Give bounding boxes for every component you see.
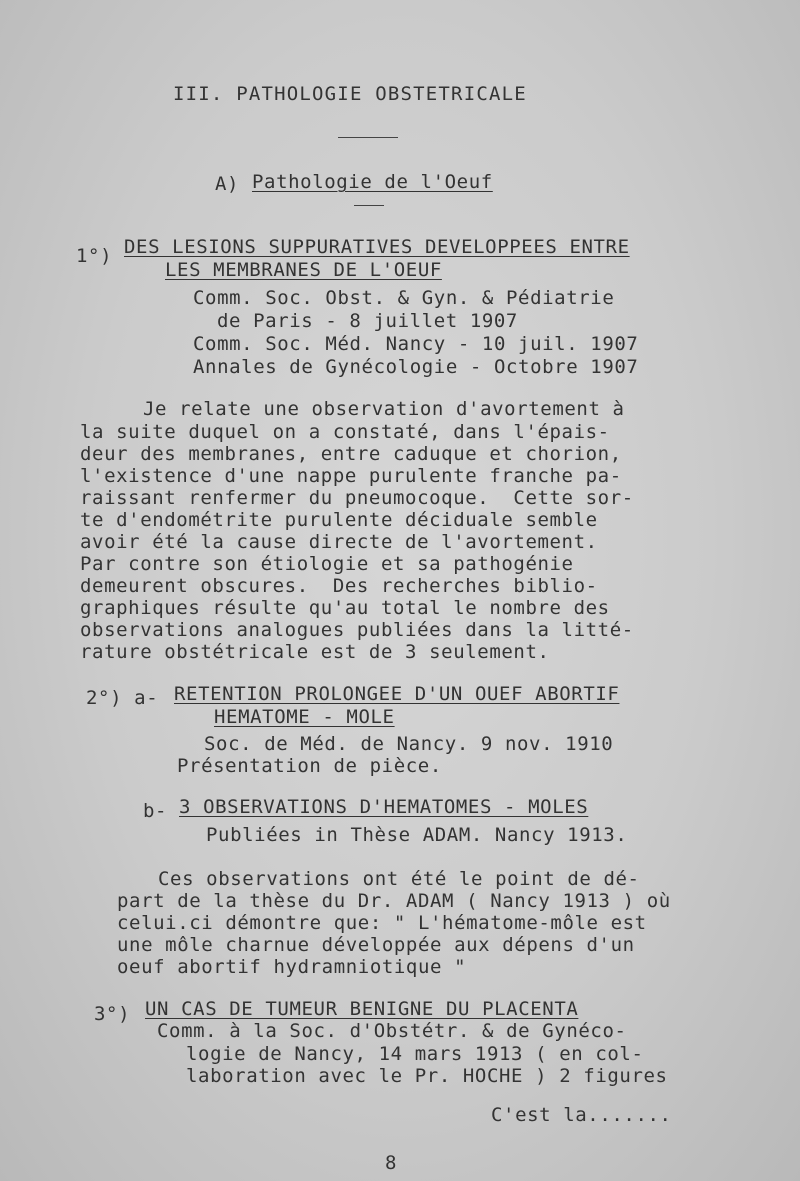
item-2b-reference-1: Publiées in Thèse ADAM. Nancy 1913. xyxy=(206,824,628,846)
continuation-text: C'est la....... xyxy=(491,1104,672,1126)
item-2b-body-line-2: part de la thèse du Dr. ADAM ( Nancy 1913 ) où xyxy=(117,890,671,912)
item-1-reference-4: Annales de Gynécologie - Octobre 1907 xyxy=(193,356,639,378)
item-2a-number: 2°) a- xyxy=(86,687,159,709)
section-title: III. PATHOLOGIE OBSTETRICALE xyxy=(173,83,527,105)
item-1-title-line-2: LES MEMBRANES DE L'OEUF xyxy=(165,259,442,281)
item-1-body-line-6: te d'endométrite purulente déciduale semble xyxy=(80,509,598,531)
item-1-reference-2: de Paris - 8 juillet 1907 xyxy=(217,310,518,332)
item-1-body-line-5: raissant renfermer du pneumocoque. Cette sor- xyxy=(80,487,634,509)
item-3-number: 3°) xyxy=(94,1003,131,1025)
item-2b-body-line-3: celui.ci démontre que: " L'hématome-môle est xyxy=(117,912,647,934)
item-2a-title-line-2: HEMATOME - MOLE xyxy=(214,706,395,728)
item-1-body-line-9: demeurent obscures. Des recherches biblio- xyxy=(80,575,598,597)
item-1-title-line-1: DES LESIONS SUPPURATIVES DEVELOPPEES ENTRE xyxy=(124,236,630,258)
item-1-body-line-10: graphiques résulte qu'au total le nombre des xyxy=(80,597,610,619)
item-2b-number: b- xyxy=(143,800,168,822)
item-1-body-line-2: la suite duquel on a constaté, dans l'épais- xyxy=(80,421,610,443)
item-1-reference-3: Comm. Soc. Méd. Nancy - 10 juil. 1907 xyxy=(193,333,639,355)
subsection-title: Pathologie de l'Oeuf xyxy=(252,171,493,193)
section-separator xyxy=(338,137,398,138)
item-1-body-line-3: deur des membranes, entre caduque et chorion, xyxy=(80,443,622,465)
item-2b-body-line-4: une môle charnue développée aux dépens d'un xyxy=(117,934,635,956)
item-1-body-line-11: observations analogues publiées dans la litté- xyxy=(80,619,634,641)
item-1-body-line-8: Par contre son étiologie et sa pathogénie xyxy=(80,553,574,575)
item-3-title-line-1: UN CAS DE TUMEUR BENIGNE DU PLACENTA xyxy=(145,998,579,1020)
item-1-body-line-12: rature obstétricale est de 3 seulement. xyxy=(80,641,550,663)
item-1-body-line-4: l'existence d'une nappe purulente franche pa- xyxy=(80,465,622,487)
item-1-reference-1: Comm. Soc. Obst. & Gyn. & Pédiatrie xyxy=(193,287,615,309)
item-1-number: 1°) xyxy=(76,245,113,267)
subsection-separator xyxy=(354,205,384,206)
item-3-reference-1: Comm. à la Soc. d'Obstétr. & de Gynéco- xyxy=(157,1020,627,1042)
item-2a-reference-1: Soc. de Méd. de Nancy. 9 nov. 1910 xyxy=(204,733,614,755)
page-number: 8 xyxy=(385,1152,398,1174)
item-3-reference-3: laboration avec le Pr. HOCHE ) 2 figures xyxy=(186,1065,668,1087)
item-1-body-line-1: Je relate une observation d'avortement à xyxy=(143,398,625,420)
item-2b-title-line-1: 3 OBSERVATIONS D'HEMATOMES - MOLES xyxy=(179,796,589,818)
item-1-body-line-7: avoir été la cause directe de l'avortement. xyxy=(80,531,598,553)
item-2b-body-line-1: Ces observations ont été le point de dé- xyxy=(158,868,640,890)
item-3-reference-2: logie de Nancy, 14 mars 1913 ( en col- xyxy=(186,1043,644,1065)
subsection-letter: A) xyxy=(215,173,240,195)
item-2a-title-line-1: RETENTION PROLONGEE D'UN OUEF ABORTIF xyxy=(174,683,620,705)
item-2b-body-line-5: oeuf abortif hydramniotique " xyxy=(117,956,467,978)
item-2a-reference-2: Présentation de pièce. xyxy=(177,755,442,777)
